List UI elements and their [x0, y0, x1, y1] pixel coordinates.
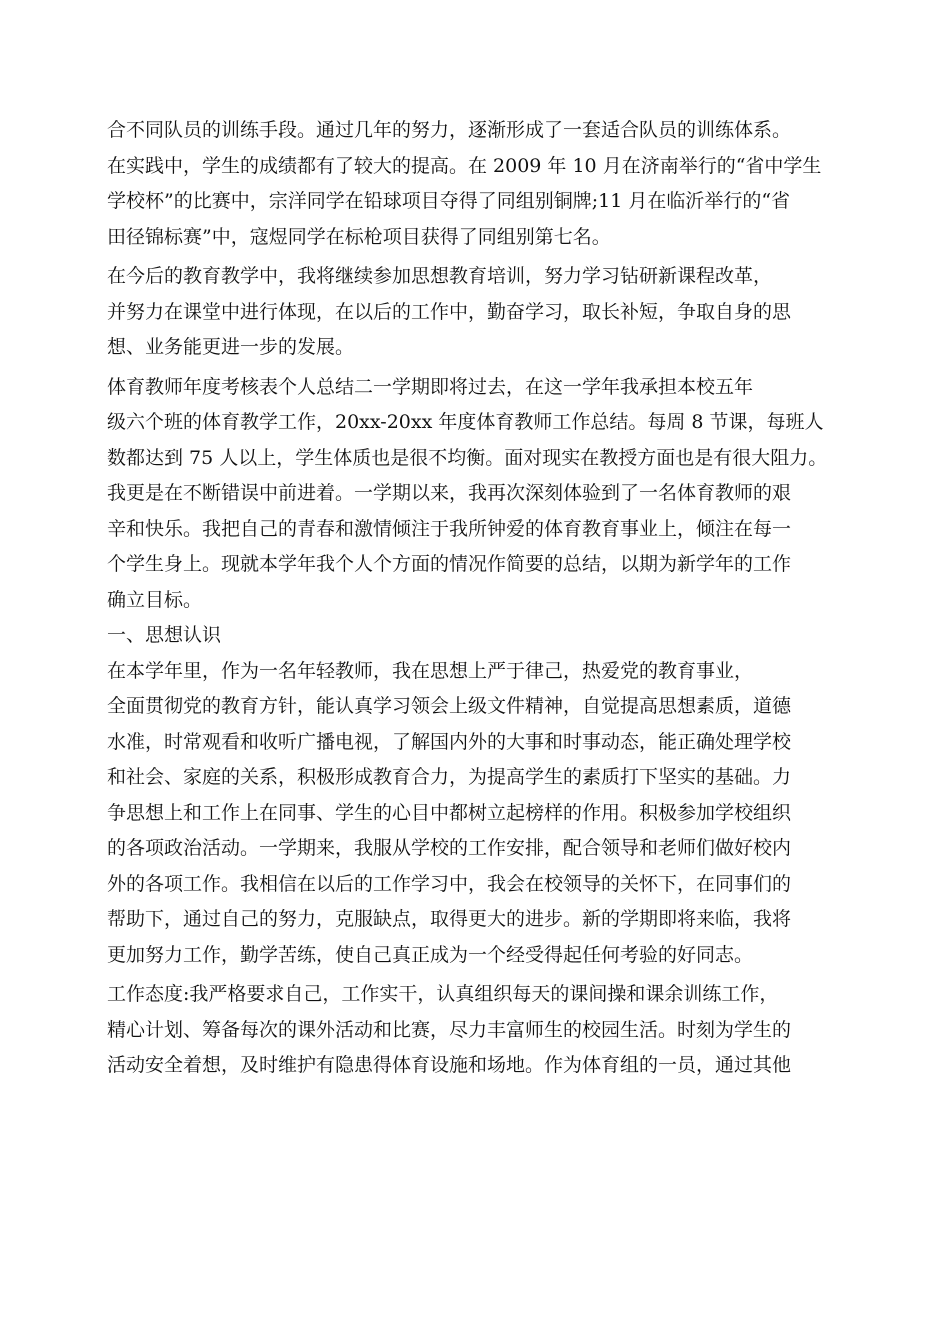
text-line: 田径锦标赛”中，寇煜同学在标枪项目获得了同组别第七名。 — [107, 225, 611, 248]
text-line: 的各项政治活动。一学期来，我服从学校的工作安排，配合领导和老师们做好校内 — [107, 837, 792, 859]
text-line: 合不同队员的训练手段。通过几年的努力，逐渐形成了一套适合队员的训练体系。 — [107, 119, 792, 141]
text-line: 在实践中，学生的成绩都有了较大的提高。在 2009 年 10 月在济南举行的“省中学生 — [107, 154, 822, 177]
text-line: 争思想上和工作上在同事、学生的心目中都树立起榜样的作用。积极参加学校组织 — [107, 801, 792, 824]
text-line: 学校杯”的比赛中，宗洋同学在铅球项目夺得了同组别铜牌;11 月在临沂举行的“省 — [107, 190, 791, 212]
text-line: 外的各项工作。我相信在以后的工作学习中，我会在校领导的关怀下，在同事们的 — [107, 872, 792, 895]
text-line: 活动安全着想，及时维护有隐患得体育设施和场地。作为体育组的一员，通过其他 — [107, 1054, 792, 1076]
text-line: 我更是在不断错误中前进着。一学期以来，我再次深刻体验到了一名体育教师的艰 — [107, 482, 792, 504]
text-line: 帮助下，通过自己的努力，克服缺点，取得更大的进步。新的学期即将来临，我将 — [107, 908, 792, 930]
text-line: 辛和快乐。我把自己的青春和激情倾注于我所钟爱的体育教育事业上，倾注在每一 — [107, 517, 792, 540]
text-line: 级六个班的体育教学工作，20xx-20xx 年度体育教师工作总结。每周 8 节课，每班人 — [107, 411, 824, 433]
text-line: 精心计划、筹备每次的课外活动和比赛，尽力丰富师生的校园生活。时刻为学生的 — [107, 1018, 792, 1041]
section-heading: 一、思想认识 — [107, 624, 222, 646]
text-line: 个学生身上。现就本学年我个人个方面的情况作简要的总结，以期为新学年的工作 — [107, 553, 792, 575]
text-line: 工作态度:我严格要求自己，工作实干，认真组织每天的课间操和课余训练工作， — [107, 983, 779, 1005]
text-line: 和社会、家庭的关系，积极形成教育合力，为提高学生的素质打下坚实的基础。力 — [107, 766, 792, 788]
text-line: 在本学年里，作为一名年轻教师，我在思想上严于律己，热爱党的教育事业， — [107, 659, 754, 682]
text-line: 数都达到 75 人以上，学生体质也是很不均衡。面对现实在教授方面也是有很大阻力。 — [107, 446, 828, 469]
text-line: 体育教师年度考核表个人总结二一学期即将过去，在这一学年我承担本校五年 — [107, 375, 754, 398]
text-line: 水准，时常观看和收听广播电视，了解国内外的大事和时事动态，能正确处理学校 — [107, 730, 792, 753]
text-line: 更加努力工作，勤学苦练，使自己真正成为一个经受得起任何考验的好同志。 — [107, 943, 754, 966]
text-line: 并努力在课堂中进行体现，在以后的工作中，勤奋学习，取长补短，争取自身的思 — [107, 300, 792, 323]
document-body — [107, 113, 867, 1084]
text-line: 全面贯彻党的教育方针，能认真学习领会上级文件精神，自觉提高思想素质，道德 — [107, 695, 792, 717]
text-line: 确立目标。 — [107, 588, 203, 611]
text-line: 在今后的教育教学中，我将继续参加思想教育培训，努力学习钻研新课程改革， — [107, 265, 773, 287]
text-line: 想、业务能更进一步的发展。 — [107, 336, 355, 358]
